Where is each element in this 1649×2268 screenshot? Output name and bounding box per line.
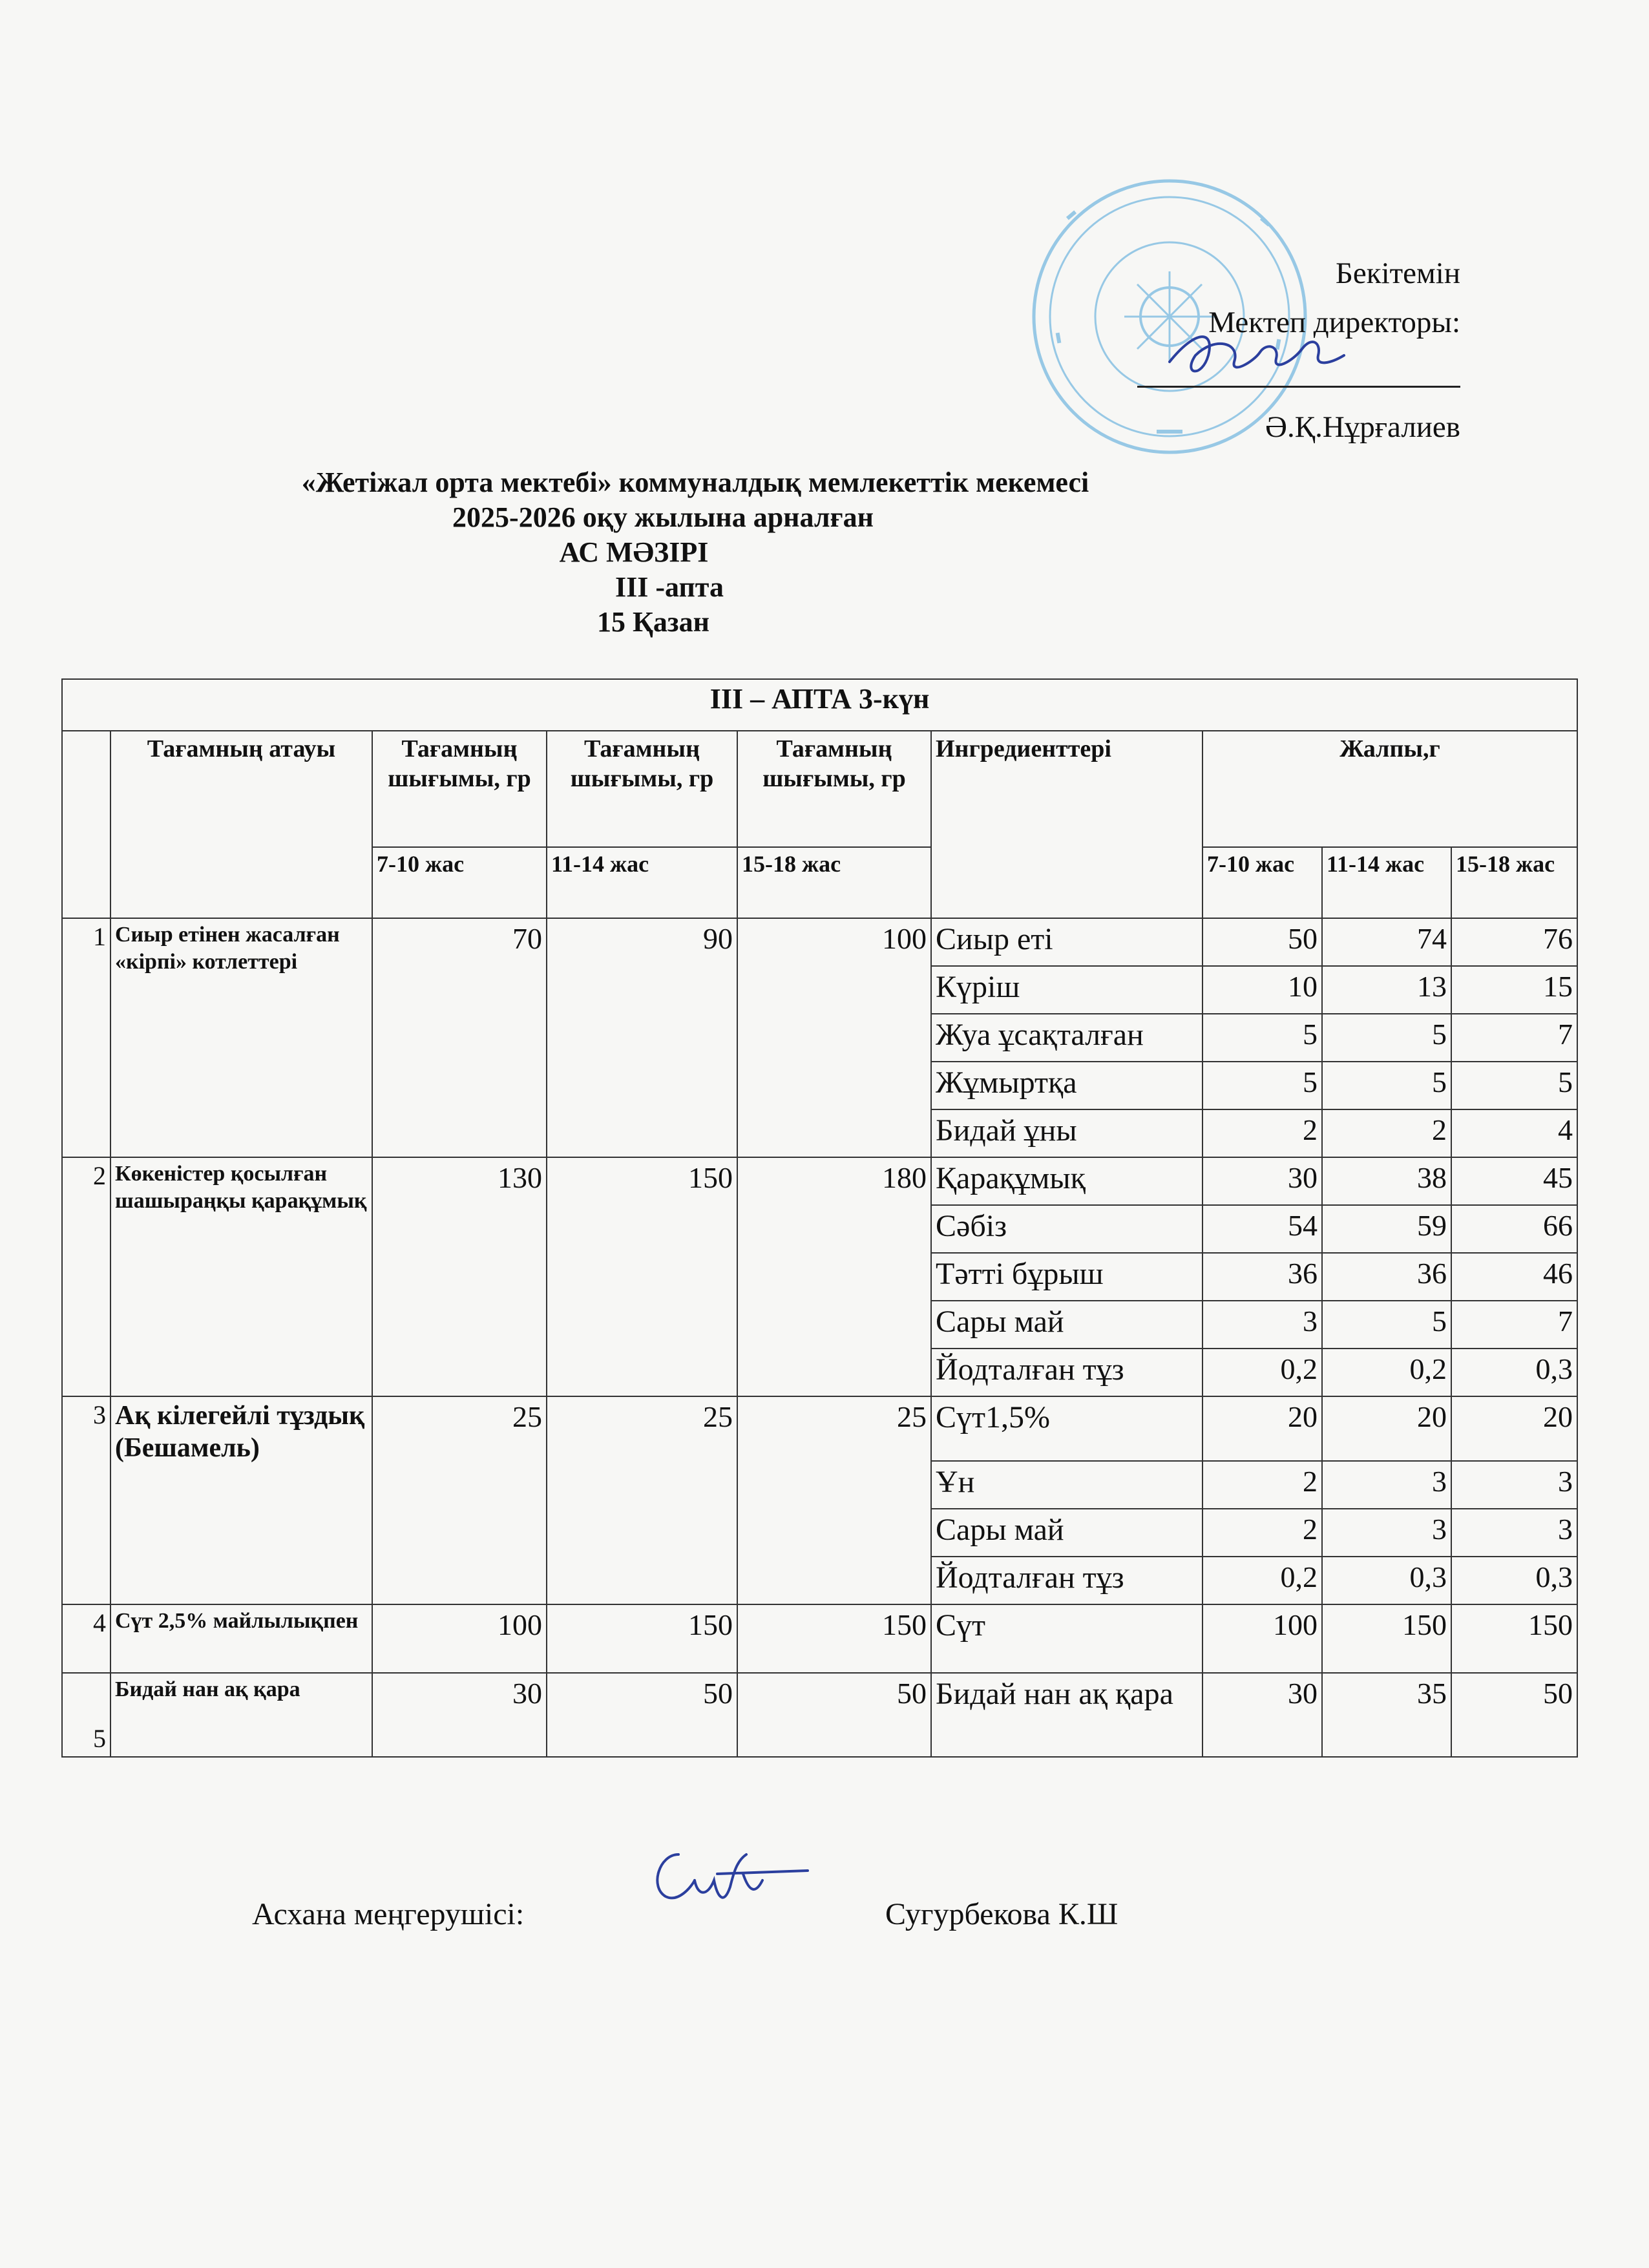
ingredient-amount: 2 [1203, 1109, 1322, 1157]
ingredient-amount: 2 [1203, 1461, 1322, 1509]
ingredient-amount: 66 [1451, 1205, 1577, 1253]
ingredient-amount: 20 [1322, 1396, 1451, 1461]
ingredient-name: Сиыр еті [931, 918, 1203, 966]
ingredient-amount: 0,3 [1451, 1349, 1577, 1396]
age-group-header: 7-10 жас [372, 847, 547, 918]
ingredient-amount: 7 [1451, 1014, 1577, 1062]
institution-name: «Жетіжал орта мектебі» коммуналдық мемлекеттік мекемесі [301, 467, 1089, 498]
dish-yield: 50 [737, 1673, 931, 1757]
ingredient-name: Сары май [931, 1301, 1203, 1349]
header-total: Жалпы,г [1203, 731, 1577, 847]
ingredient-amount: 0,2 [1203, 1349, 1322, 1396]
director-name: Ә.Қ.Нұрғалиев [1265, 410, 1460, 444]
ingredient-amount: 30 [1203, 1157, 1322, 1205]
dish-name: Сүт 2,5% майлылықпен [110, 1604, 372, 1673]
menu-date: 15 Қазан [597, 606, 709, 638]
document-title: АС МӘЗІРІ [559, 536, 709, 568]
ingredient-amount: 13 [1322, 966, 1451, 1014]
ingredient-name: Тәтті бұрыш [931, 1253, 1203, 1301]
ingredient-name: Күріш [931, 966, 1203, 1014]
ingredient-amount: 50 [1203, 918, 1322, 966]
ingredient-amount: 4 [1451, 1109, 1577, 1157]
week-label: ІІІ -апта [615, 571, 724, 603]
dish-yield: 180 [737, 1157, 931, 1396]
header-dish-name: Тағамның атауы [110, 731, 372, 918]
table-title: ІІІ – АПТА 3-күн [62, 679, 1577, 731]
ingredient-name: Сәбіз [931, 1205, 1203, 1253]
document-heading [0, 465, 1649, 640]
dish-number: 4 [62, 1604, 110, 1673]
header-ingredients: Ингредиенттері [931, 731, 1203, 918]
ingredient-amount: 5 [1203, 1014, 1322, 1062]
dish-yield: 25 [372, 1396, 547, 1604]
dish-name: Сиыр етінен жасалған «кірпі» котлеттері [110, 918, 372, 1157]
manager-name: Сугурбекова К.Ш [885, 1897, 1119, 1931]
dish-yield: 150 [547, 1604, 737, 1673]
ingredient-amount: 36 [1203, 1253, 1322, 1301]
ingredient-amount: 0,3 [1322, 1557, 1451, 1604]
ingredient-amount: 3 [1451, 1461, 1577, 1509]
total-age-header: 11-14 жас [1322, 847, 1451, 918]
ingredient-amount: 36 [1322, 1253, 1451, 1301]
menu-table [61, 678, 1578, 1758]
ingredient-name: Сүт1,5% [931, 1396, 1203, 1461]
ingredient-amount: 3 [1322, 1509, 1451, 1557]
dish-yield: 30 [372, 1673, 547, 1757]
ingredient-amount: 3 [1322, 1461, 1451, 1509]
ingredient-amount: 2 [1322, 1109, 1451, 1157]
dish-number: 5 [62, 1673, 110, 1757]
ingredient-amount: 74 [1322, 918, 1451, 966]
dish-yield: 150 [547, 1157, 737, 1396]
ingredient-amount: 5 [1322, 1062, 1451, 1109]
ingredient-amount: 20 [1203, 1396, 1322, 1461]
dish-yield: 70 [372, 918, 547, 1157]
ingredient-amount: 35 [1322, 1673, 1451, 1757]
table-row [62, 1604, 1577, 1673]
ingredient-name: Жұмыртқа [931, 1062, 1203, 1109]
total-age-header: 7-10 жас [1203, 847, 1322, 918]
approve-label: Бекітемін [1335, 257, 1460, 290]
ingredient-amount: 5 [1322, 1301, 1451, 1349]
ingredient-amount: 54 [1203, 1205, 1322, 1253]
header-yield-1: Тағамның шығымы, гр [372, 731, 547, 847]
dish-yield: 25 [737, 1396, 931, 1604]
dish-number: 3 [62, 1396, 110, 1604]
header-yield-3: Тағамның шығымы, гр [737, 731, 931, 847]
ingredient-name: Сары май [931, 1509, 1203, 1557]
director-position: Мектеп директоры: [1208, 306, 1460, 339]
dish-yield: 50 [547, 1673, 737, 1757]
ingredient-name: Йодталған тұз [931, 1557, 1203, 1604]
ingredient-amount: 0,3 [1451, 1557, 1577, 1604]
dish-name: Көкеністер қосылған шашыраңқы қарақұмық [110, 1157, 372, 1396]
ingredient-amount: 45 [1451, 1157, 1577, 1205]
dish-name: Ақ кілегейлі тұздық (Бешамель) [110, 1396, 372, 1604]
director-signature [1157, 317, 1350, 388]
ingredient-amount: 5 [1451, 1062, 1577, 1109]
ingredient-amount: 2 [1203, 1509, 1322, 1557]
ingredient-amount: 0,2 [1322, 1349, 1451, 1396]
table-row [62, 1673, 1577, 1757]
ingredient-amount: 0,2 [1203, 1557, 1322, 1604]
ingredient-amount: 150 [1451, 1604, 1577, 1673]
ingredient-amount: 59 [1322, 1205, 1451, 1253]
table-row [62, 1396, 1577, 1461]
ingredient-amount: 3 [1203, 1301, 1322, 1349]
table-row [62, 918, 1577, 966]
dish-yield: 100 [737, 918, 931, 1157]
header-yield-2: Тағамның шығымы, гр [547, 731, 737, 847]
dish-yield: 90 [547, 918, 737, 1157]
dish-yield: 25 [547, 1396, 737, 1604]
ingredient-name: Қарақұмық [931, 1157, 1203, 1205]
table-row [62, 1157, 1577, 1205]
academic-year: 2025-2026 оқу жылына арналған [452, 501, 874, 533]
dish-number: 2 [62, 1157, 110, 1396]
ingredient-name: Йодталған тұз [931, 1349, 1203, 1396]
ingredient-name: Ұн [931, 1461, 1203, 1509]
age-group-header: 11-14 жас [547, 847, 737, 918]
ingredient-amount: 100 [1203, 1604, 1322, 1673]
ingredient-amount: 3 [1451, 1509, 1577, 1557]
ingredient-name: Жуа ұсақталған [931, 1014, 1203, 1062]
total-age-header: 15-18 жас [1451, 847, 1577, 918]
ingredient-amount: 20 [1451, 1396, 1577, 1461]
dish-number: 1 [62, 918, 110, 1157]
dish-yield: 130 [372, 1157, 547, 1396]
ingredient-amount: 150 [1322, 1604, 1451, 1673]
ingredient-amount: 76 [1451, 918, 1577, 966]
dish-yield: 150 [737, 1604, 931, 1673]
dish-yield: 100 [372, 1604, 547, 1673]
ingredient-amount: 5 [1322, 1014, 1451, 1062]
ingredient-name: Бидай нан ақ қара [931, 1673, 1203, 1757]
age-group-header: 15-18 жас [737, 847, 931, 918]
ingredient-amount: 46 [1451, 1253, 1577, 1301]
ingredient-name: Сүт [931, 1604, 1203, 1673]
ingredient-amount: 7 [1451, 1301, 1577, 1349]
ingredient-amount: 50 [1451, 1673, 1577, 1757]
ingredient-amount: 15 [1451, 966, 1577, 1014]
ingredient-amount: 10 [1203, 966, 1322, 1014]
ingredient-name: Бидай ұны [931, 1109, 1203, 1157]
ingredient-amount: 5 [1203, 1062, 1322, 1109]
dish-name: Бидай нан ақ қара [110, 1673, 372, 1757]
manager-label: Асхана меңгерушісі: [252, 1897, 525, 1931]
ingredient-amount: 38 [1322, 1157, 1451, 1205]
ingredient-amount: 30 [1203, 1673, 1322, 1757]
footer [252, 1896, 1544, 1932]
